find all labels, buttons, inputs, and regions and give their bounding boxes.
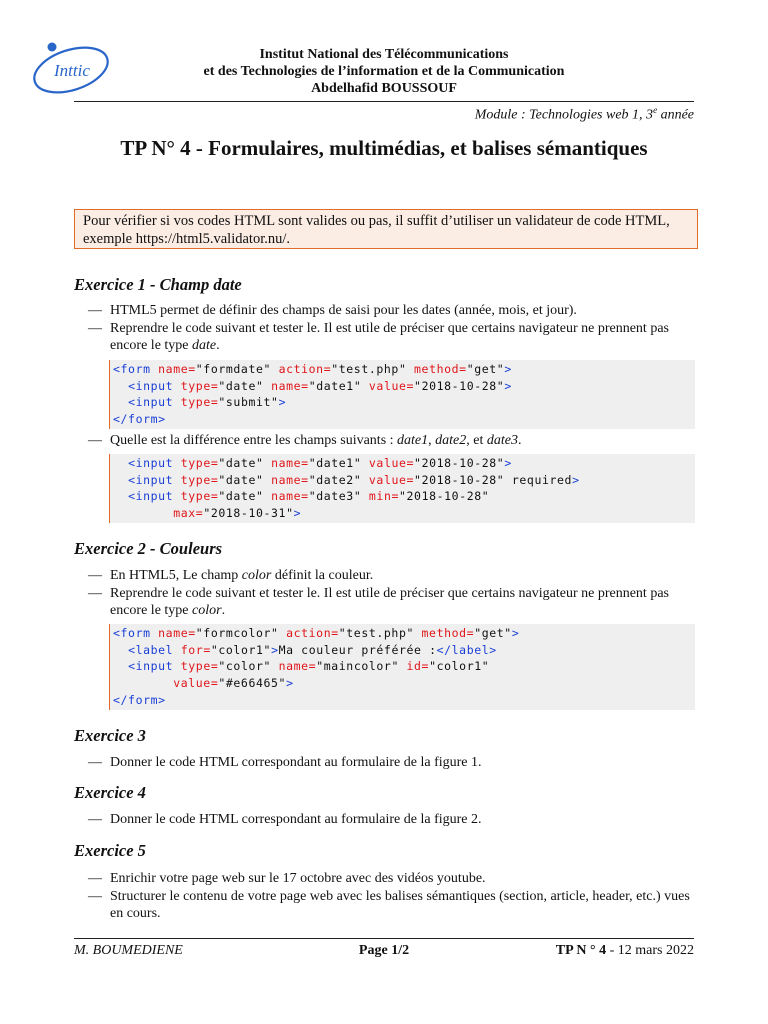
list-item: — Reprendre le code suivant et tester le. Il est utile de préciser que certains navigateur ne prennent pas encore le type color. [88, 585, 698, 619]
list-item: — Structurer le contenu de votre page web avec les balises sémantiques (section, article, header, etc.) vues en cours. [88, 888, 698, 922]
code-token: "date1" [308, 378, 362, 393]
code-token [113, 395, 128, 409]
code-token: "date" [218, 378, 264, 393]
code-token: "formdate" [195, 362, 272, 376]
code-token: "test.php" [331, 362, 407, 376]
code-token: Ma couleur préférée : [278, 642, 437, 657]
code-token [271, 362, 279, 376]
code-token [399, 659, 407, 673]
code-token: "color1" [210, 642, 272, 657]
module-label: Module : Technologies web 1, 3e année [474, 105, 694, 123]
code-token [361, 379, 369, 393]
exercise-3-list [88, 754, 698, 772]
code-token: name= [271, 378, 309, 393]
code-token: "2018-10-28" [399, 489, 490, 504]
code-token: method= [421, 626, 475, 640]
code-token: <input [128, 395, 174, 410]
footer-rule [74, 938, 694, 939]
code-token [361, 473, 369, 487]
list-item: — Donner le code HTML correspondant au formulaire de la figure 1. [88, 754, 698, 771]
code-line [113, 692, 695, 709]
code-token [271, 659, 279, 673]
exercise-1-question [88, 432, 698, 450]
exercise-4-heading: Exercice 4 [74, 783, 146, 802]
code-token: <input [128, 472, 174, 487]
code-token: "#e66465" [218, 676, 287, 691]
code-block-formcolor [109, 624, 695, 710]
code-token: <form [113, 626, 151, 640]
code-line [113, 658, 695, 675]
code-token: > [286, 676, 294, 691]
code-token: "formcolor" [195, 626, 279, 640]
code-token [113, 473, 128, 487]
exercise-1-heading: Exercice 1 - Champ date [74, 275, 242, 294]
code-token: </form> [113, 412, 166, 427]
code-token: min= [368, 489, 399, 504]
code-token: </form> [113, 692, 166, 707]
code-token: "date2" [308, 472, 362, 487]
code-token: "date3" [308, 489, 362, 504]
code-token: id= [406, 659, 430, 674]
code-line [113, 642, 695, 659]
code-token: <input [128, 489, 174, 504]
institute-line-2: et des Technologies de l’information et de la Communication [203, 64, 565, 79]
code-token: value= [368, 378, 415, 393]
code-token: value= [173, 676, 219, 691]
code-token: method= [414, 362, 467, 376]
code-token: > [293, 506, 302, 521]
code-token [406, 362, 414, 376]
code-token: "get" [466, 362, 505, 376]
list-item: — Enrichir votre page web sur le 17 octobre avec des vidéos youtube. [88, 870, 698, 887]
code-token: name= [271, 456, 309, 470]
code-token: "2018-10-28" [414, 456, 505, 470]
exercise-2-heading: Exercice 2 - Couleurs [74, 539, 223, 558]
footer-tp-date: TP N ° 4 - 12 mars 2022 [555, 943, 694, 958]
code-token [113, 489, 128, 503]
code-token: "date" [218, 472, 264, 487]
code-line [113, 455, 695, 472]
code-token: "submit" [218, 395, 279, 410]
exercise-1-list [88, 302, 698, 355]
code-token: "2018-10-28" [414, 378, 505, 393]
code-line [113, 625, 695, 642]
code-token: action= [278, 362, 332, 376]
code-token: for= [180, 642, 211, 657]
code-token [173, 473, 181, 487]
code-token [113, 643, 128, 657]
code-token: "date" [218, 489, 264, 504]
code-token: max= [173, 506, 204, 521]
code-token: name= [158, 362, 196, 376]
code-token: type= [180, 395, 219, 410]
exercise-5-list [88, 870, 698, 923]
code-token [113, 379, 128, 393]
code-token [414, 626, 422, 640]
code-token [264, 456, 272, 470]
list-item: — Donner le code HTML correspondant au formulaire de la figure 2. [88, 811, 698, 828]
exercise-3-heading: Exercice 3 [74, 726, 146, 745]
code-token: "color1" [429, 659, 490, 674]
institute-line-3: Abdelhafid BOUSSOUF [311, 81, 457, 96]
code-token [173, 456, 181, 470]
code-token [113, 506, 173, 520]
list-item: — En HTML5, Le champ color définit la couleur. [88, 567, 698, 584]
code-token [173, 659, 181, 673]
code-token: required [504, 472, 573, 487]
code-line [113, 361, 695, 378]
code-token: > [504, 456, 512, 470]
code-token: <input [128, 659, 174, 674]
list-item: — HTML5 permet de définir des champs de saisi pour les dates (année, mois, et jour). [88, 302, 698, 319]
code-token: value= [368, 472, 415, 487]
code-token [173, 395, 181, 409]
exercise-2-list [88, 567, 698, 620]
exercise-5-heading: Exercice 5 [74, 841, 146, 860]
code-token: "color" [218, 659, 272, 674]
validator-notice: Pour vérifier si vos codes HTML sont valides ou pas, il suffit d’utiliser un validateur de code HTML, exemple https://html5.validator.nu/. [74, 209, 698, 249]
code-token: "date" [218, 456, 264, 470]
code-token: "test.php" [338, 626, 414, 640]
code-token [361, 456, 369, 470]
code-token [113, 676, 173, 690]
institute-name [130, 46, 638, 97]
logo-text: Inttic [54, 61, 90, 80]
code-token: name= [271, 472, 309, 487]
code-token [264, 489, 272, 503]
list-item: — Reprendre le code suivant et tester le. Il est utile de préciser que certains navigateur ne prennent pas encore le type date. [88, 320, 698, 354]
code-token: > [504, 362, 512, 376]
footer-page-number: Page 1/2 [358, 943, 410, 958]
inttic-logo-icon [26, 40, 112, 98]
code-token: type= [180, 378, 219, 393]
code-token: type= [180, 456, 219, 470]
code-line [113, 411, 695, 428]
footer-author: M. BOUMEDIENE [74, 943, 183, 958]
code-token: type= [180, 489, 219, 504]
code-token: <input [128, 456, 174, 470]
list-item: — Quelle est la différence entre les champs suivants : date1, date2, et date3. [88, 432, 698, 449]
code-token: "get" [474, 626, 512, 640]
code-line [113, 488, 695, 505]
code-line [113, 394, 695, 411]
code-token: </label> [436, 642, 497, 657]
code-token: type= [180, 472, 219, 487]
exercise-4-list [88, 811, 698, 829]
code-token: <form [113, 362, 151, 376]
code-token [279, 626, 287, 640]
code-line [113, 505, 695, 522]
code-token [113, 456, 128, 470]
code-token: > [278, 395, 287, 410]
institute-line-1: Institut National des Télécommunications [259, 47, 509, 62]
code-token [361, 489, 369, 503]
code-token: value= [368, 456, 415, 470]
code-token: action= [286, 626, 339, 640]
header-rule [74, 101, 694, 102]
code-token: "date1" [308, 456, 362, 470]
code-block-formdate [109, 360, 695, 429]
code-token: name= [158, 626, 196, 640]
code-line [113, 675, 695, 692]
code-token: > [504, 378, 512, 393]
code-token: <label [128, 642, 174, 657]
code-token: > [511, 626, 520, 640]
code-token [173, 489, 181, 503]
code-token: name= [271, 489, 309, 504]
code-line [113, 472, 695, 489]
code-token: "2018-10-28" [414, 472, 505, 487]
code-token [173, 379, 181, 393]
code-token [264, 473, 272, 487]
code-line [113, 378, 695, 395]
code-token: <input [128, 378, 174, 393]
code-block-date-fields [109, 454, 695, 523]
code-token [113, 659, 128, 673]
code-token [173, 643, 181, 657]
code-token [264, 379, 272, 393]
code-token: > [271, 642, 279, 657]
code-token: "2018-10-31" [203, 506, 294, 521]
code-token: > [572, 472, 580, 487]
code-token: type= [180, 659, 219, 674]
code-token: name= [278, 659, 317, 674]
code-token: "maincolor" [316, 659, 399, 674]
page-title: TP N° 4 - Formulaires, multimédias, et balises sémantiques [120, 136, 648, 160]
